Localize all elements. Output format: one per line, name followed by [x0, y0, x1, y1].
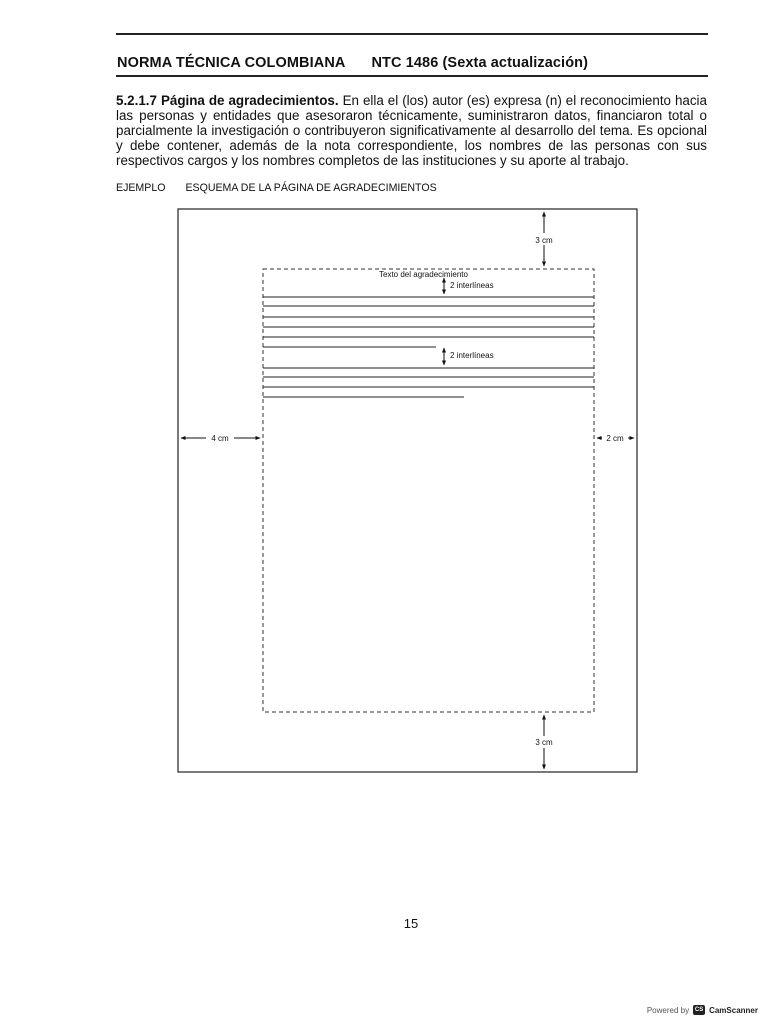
standard-name: NORMA TÉCNICA COLOMBIANA — [117, 55, 346, 71]
bottom-margin-label: 3 cm — [535, 738, 553, 747]
text-lines-group-1 — [263, 297, 594, 347]
example-tag: EJEMPLO — [116, 182, 166, 194]
outer-page-frame — [178, 209, 637, 772]
section-body: En ella el (los) autor (es) expresa (n) el reconocimiento hacia las personas y entidades que asesoraron técnicamente, suministraron datos, financiaron total o parcialmente la investigación o contribuyeron significativamente al desarrollo del tema. Es opcional y debe contener, además de la nota correspondiente, los nombres de las personas con sus respectivos cargos y los nombres completos de las instituciones y su aporte al trabajo. — [116, 93, 707, 168]
text-area-dashed-frame — [263, 269, 594, 712]
section-heading: 5.2.1.7 Página de agradecimientos. — [116, 93, 339, 108]
second-spacing-label: 2 interlíneas — [450, 351, 494, 360]
acknowledgement-text-label: Texto del agradecimiento — [379, 270, 468, 279]
text-lines-group-2 — [263, 368, 594, 397]
page-number: 15 — [403, 916, 419, 931]
standard-code: NTC 1486 (Sexta actualización) — [371, 55, 589, 71]
left-margin-label: 4 cm — [211, 434, 229, 443]
example-caption: ESQUEMA DE LA PÁGINA DE AGRADECIMIENTOS — [185, 182, 437, 194]
first-spacing-label: 2 interlíneas — [450, 281, 494, 290]
right-margin-label: 2 cm — [606, 434, 624, 443]
camscanner-brand: CamScanner — [709, 1005, 758, 1015]
powered-by-text: Powered by — [646, 1005, 690, 1015]
scanner-watermark — [647, 1005, 758, 1015]
camscanner-logo-icon: CS — [694, 1007, 704, 1013]
top-margin-label: 3 cm — [535, 236, 553, 245]
